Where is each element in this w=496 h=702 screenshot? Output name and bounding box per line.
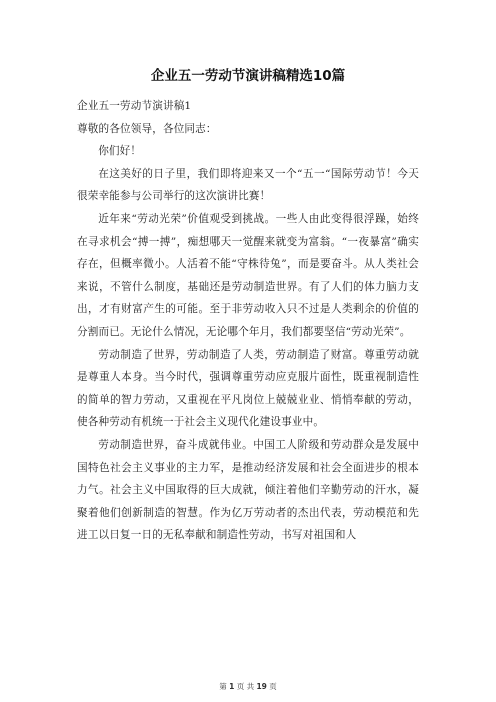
paragraph-respect-labor: 劳动制造了世界，劳动制造了人类，劳动制造了财富。尊重劳动就是尊重人本身。当今时代，强调尊重劳动应克服片面性，既重视制造性的简单的智力劳动，又重视在平凡岗位上兢兢业业、悄悄奉献的劳动，使各种劳动有机统一于社会主义现代化建设事业中。 <box>77 348 419 429</box>
paragraph-labor-glory: 近年来“劳动光荣”价值观受到挑战。一些人由此变得很浮躁，始终在寻求机会“搏一搏”，痴想哪天一觉醒来就变为富翁。“一夜暴富”确实存在，但概率微小。人活着不能“守株待兔”，而是要奋斗。从人类社会来说，不管什么制度，基础还是劳动制造世界。有了人们的体力脑力支出，才有财富产生的可能。至于非劳动收入只不过是人类剩余的价值的分割而已。无论什么情况，无论哪个年月，我们都要坚信“劳动光荣”。 <box>77 212 419 338</box>
page-footer <box>0 681 496 692</box>
footer-current-page: 1 <box>229 682 235 691</box>
document-subtitle: 企业五一劳动节演讲稿1 <box>77 100 192 112</box>
paragraph-labor-creates-world: 劳动制造世界，奋斗成就伟业。中国工人阶级和劳动群众是发展中国特色社会主义事业的主力军，是推动经济发展和社会全面进步的根本力气。社会主义中国取得的巨大成就，倾注着他们辛勤劳动的汗水，凝聚着他们创新制造的智慧。作为亿万劳动者的杰出代表，劳动模范和先进工以日复一日的无私奉献和制造性劳动，书写对祖国和人 <box>77 438 419 542</box>
document-body <box>77 95 419 547</box>
footer-prefix: 第 <box>219 682 227 691</box>
footer-middle: 页 共 <box>236 682 255 691</box>
salutation: 尊敬的各位领导，各位同志： <box>77 122 217 135</box>
document-title: 企业五一劳动节演讲稿精选10篇 <box>150 68 346 84</box>
paragraph-greeting: 你们好！ <box>98 145 142 158</box>
paragraph-intro: 在这美好的日子里，我们即将迎来又一个“五一“国际劳动节！今天很荣幸能参与公司举行的这次演讲比赛！ <box>77 167 419 203</box>
footer-suffix: 页 <box>269 682 277 691</box>
footer-total-pages: 19 <box>256 682 267 691</box>
